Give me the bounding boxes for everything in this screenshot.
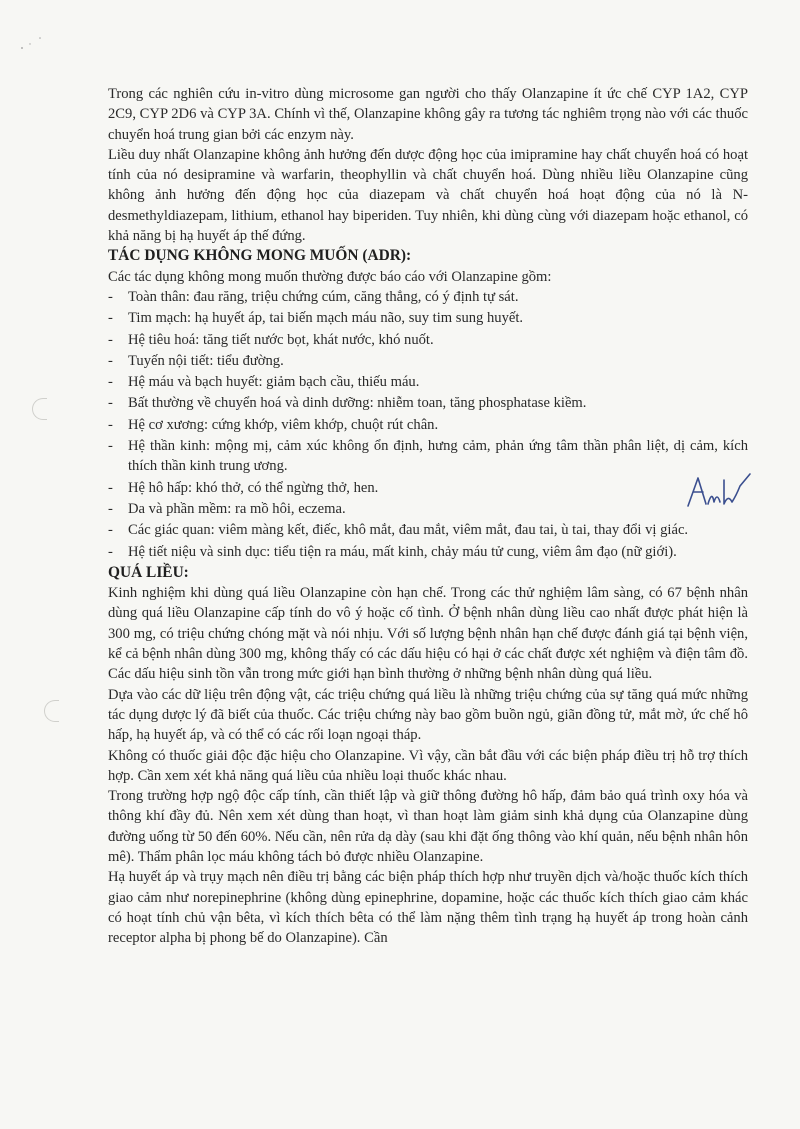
overdose-paragraph-5: Hạ huyết áp và trụy mạch nên điều trị bằng các biện pháp thích hợp như truyền dịch và/hoặc thuốc kích thích giao cảm như norepinephrine (không dùng epinephrine, dopamine, hoặc các thuốc kích thích giao cảm khác có hoạt tính chủ vận bêta, vì kích thích bêta có thể làm nặng thêm tình trạng hạ huyết áp trong hoàn cảnh receptor alpha bị phong bế do Olanzapine). Cần xyxy=(108,869,748,947)
adr-item: - Các giác quan: viêm màng kết, điếc, khô mắt, đau mắt, viêm mắt, đau tai, ù tai, thay đổi vị giác. xyxy=(108,520,748,540)
overdose-paragraph-1: Kinh nghiệm khi dùng quá liều Olanzapine còn hạn chế. Trong các thử nghiệm lâm sàng, có 67 bệnh nhân dùng quá liều Olanzapine cấp tính do vô ý hoặc cố tình. Ở bệnh nhân dùng liều cao nhất được phát hiện là 300 mg, có triệu chứng chóng mặt và nói nhịu. Với số lượng bệnh nhân hạn chế được đánh giá tại bệnh viện, kể cả bệnh nhân dùng 300 mg, không thấy có các dấu hiệu có hại ở các chất được xét nghiệm và điện tâm đồ. Các dấu hiệu sinh tồn vẫn trong mức giới hạn bình thường ở những bệnh nhân dùng quá liều. xyxy=(108,585,748,683)
overdose-paragraph-2: Dựa vào các dữ liệu trên động vật, các triệu chứng quá liều là những triệu chứng của sự tăng quá mức những tác dụng dược lý đã biết của thuốc. Các triệu chứng này bao gồm buồn ngủ, giãn đồng tử, mắt mờ, ức chế hô hấp, hạ huyết áp, và có thể có các rối loạn ngoại tháp. xyxy=(108,686,748,744)
adr-item: - Hệ hô hấp: khó thở, có thể ngừng thở, hen. xyxy=(108,478,748,498)
intro-paragraph-2: Liều duy nhất Olanzapine không ảnh hưởng đến dược động học của imipramine hay chất chuyển hoá có hoạt tính của nó desipramine và warfarin, theophyllin và chất chuyển hoá. Dùng nhiều liều Olanzapine cũng không ảnh hưởng đến động học của diazepam và chất chuyển hoá hoạt động của nó là N-desmethyldiazepam, lithium, ethanol hay biperiden. Tuy nhiên, khi dùng cùng với diazepam hoặc ethanol, có khả năng bị hạ huyết áp thế đứng. xyxy=(108,146,748,245)
overdose-paragraph-4: Trong trường hợp ngộ độc cấp tính, cần thiết lập và giữ thông đường hô hấp, đảm bảo quá trình oxy hóa và thông khí đầy đủ. Nên xem xét dùng than hoạt, vì than hoạt làm giảm sinh khả dụng của Olanzapine dùng đường uống từ 50 đến 60%. Nếu cần, nên rửa dạ dày (sau khi đặt ống thông vào khí quản, nếu bệnh nhân hôn mê). Thẩm phân lọc máu không tách bỏ được nhiều Olanzapine. xyxy=(108,788,748,865)
adr-heading: TÁC DỤNG KHÔNG MONG MUỐN (ADR): xyxy=(108,247,412,265)
adr-item: - Hệ máu và bạch huyết: giảm bạch cầu, thiếu máu. xyxy=(108,372,748,392)
overdose-heading: QUÁ LIỀU: xyxy=(108,563,189,581)
adr-list xyxy=(108,287,748,562)
adr-item: - Hệ tiêu hoá: tăng tiết nước bọt, khát nước, khó nuốt. xyxy=(108,330,748,350)
adr-item: - Hệ tiết niệu và sinh dục: tiểu tiện ra máu, mất kinh, chảy máu tử cung, viêm âm đạo (nữ giới). xyxy=(108,542,748,562)
punch-hole-mark-bottom xyxy=(44,700,59,722)
document-page xyxy=(108,84,748,948)
adr-lead: Các tác dụng không mong muốn thường được báo cáo với Olanzapine gồm: xyxy=(108,268,552,285)
scan-specks xyxy=(18,34,48,59)
adr-item: - Tuyến nội tiết: tiểu đường. xyxy=(108,351,748,371)
punch-hole-mark-top xyxy=(32,398,47,420)
adr-item: - Bất thường về chuyển hoá và dinh dưỡng: nhiễm toan, tăng phosphatase kiềm. xyxy=(108,393,748,413)
adr-item: - Da và phần mềm: ra mồ hôi, eczema. xyxy=(108,499,748,519)
adr-item: - Toàn thân: đau răng, triệu chứng cúm, căng thẳng, có ý định tự sát. xyxy=(108,287,748,307)
intro-paragraph-1: Trong các nghiên cứu in-vitro dùng microsome gan người cho thấy Olanzapine ít ức chế CYP 1A2, CYP 2C9, CYP 2D6 và CYP 3A. Chính vì thế, Olanzapine không gây ra tương tác nghiêm trọng nào với các thuốc chuyển hoá trung gian bởi các enzym này. xyxy=(108,86,748,143)
adr-item: - Hệ cơ xương: cứng khớp, viêm khớp, chuột rút chân. xyxy=(108,415,748,435)
adr-item: - Tim mạch: hạ huyết áp, tai biến mạch máu não, suy tim sung huyết. xyxy=(108,308,748,328)
overdose-paragraph-3: Không có thuốc giải độc đặc hiệu cho Olanzapine. Vì vậy, cần bắt đầu với các biện pháp điều trị hỗ trợ thích hợp. Cần xem xét khả năng quá liều của nhiều loại thuốc khác nhau. xyxy=(108,747,748,784)
adr-item: - Hệ thần kinh: mộng mị, cảm xúc không ổn định, hưng cảm, phản ứng tâm thần phân liệt, dị cảm, kích thích thần kinh trung ương. xyxy=(108,436,748,477)
